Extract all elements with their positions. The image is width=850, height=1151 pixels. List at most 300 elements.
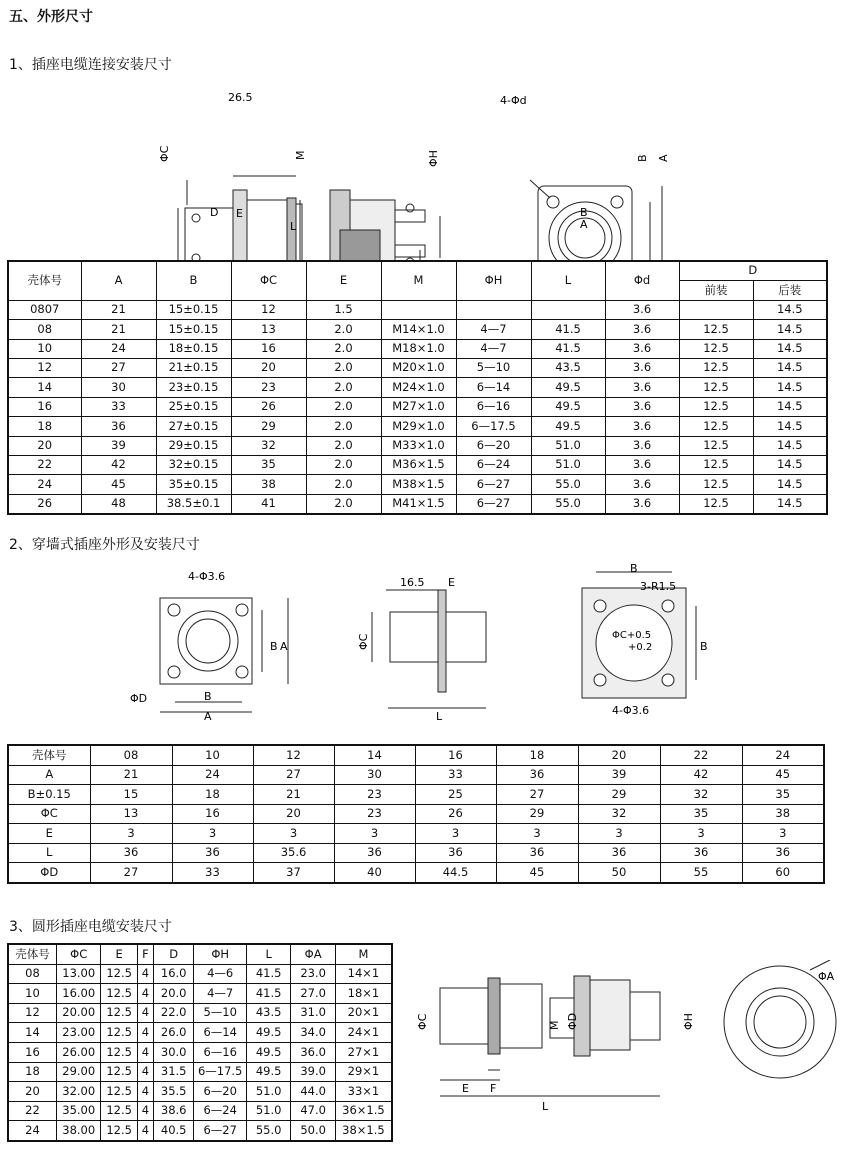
table-cell: 16 [8, 1042, 57, 1062]
table-cell: 38×1.5 [335, 1121, 392, 1141]
header-l: L [531, 261, 605, 300]
table-cell: 20 [253, 804, 334, 824]
table-cell: 30 [334, 765, 415, 785]
section-3-title: 3、圆形插座电缆安装尺寸 [9, 919, 172, 935]
table-cell: M36×1.5 [381, 455, 456, 474]
table-cell: 2.0 [306, 455, 381, 474]
table-cell: 20 [231, 358, 306, 377]
table-cell: 3.6 [605, 494, 679, 514]
table-cell: 21 [90, 765, 172, 785]
table-cell: 22.0 [153, 1003, 193, 1023]
table-cell: 20.00 [57, 1003, 101, 1023]
table-row [8, 1042, 392, 1062]
table-cell: 29 [578, 785, 660, 805]
table-cell: 33 [172, 863, 253, 883]
table-cell: 14.5 [753, 397, 827, 416]
table-cell: 14.5 [753, 300, 827, 319]
table-cell: 14 [8, 378, 81, 397]
dim-tol2-label: +0.2 [628, 642, 653, 653]
table-cell: 51.0 [531, 455, 605, 474]
table-cell: 1.5 [306, 300, 381, 319]
table-cell: 4—7 [456, 339, 531, 358]
table-cell: 39.0 [291, 1062, 335, 1082]
header-phid: Φd [605, 261, 679, 300]
table-cell: 12.5 [101, 964, 137, 984]
table-cell: 4—7 [456, 320, 531, 339]
table-cell: 4 [137, 1023, 153, 1043]
table-cell: 23 [231, 378, 306, 397]
dim-a-vert-label-2: A [280, 640, 288, 653]
table-cell: 3 [660, 824, 742, 844]
table-cell: 26.00 [57, 1042, 101, 1062]
table-cell: 36 [334, 843, 415, 863]
table-cell: 4 [137, 964, 153, 984]
table-cell: 14 [8, 1023, 57, 1043]
table-cell: 40 [334, 863, 415, 883]
table-cell: 0807 [8, 300, 81, 319]
table-cell: 22 [660, 745, 742, 765]
table-cell: 14 [334, 745, 415, 765]
table-cell: 29×1 [335, 1062, 392, 1082]
table-cell: 6—27 [456, 475, 531, 494]
table-cell: 21 [81, 320, 156, 339]
table-cell: 12.5 [679, 436, 753, 455]
table-cell: 36 [660, 843, 742, 863]
table-cell: 24 [8, 1121, 57, 1141]
table-row [8, 824, 824, 844]
table-cell: 12.5 [679, 417, 753, 436]
table-cell: 12.5 [679, 358, 753, 377]
table-cell: 41 [231, 494, 306, 514]
table-cell: 32 [578, 804, 660, 824]
table-cell: 44.0 [291, 1082, 335, 1102]
table-row [8, 984, 392, 1004]
table-header-cell: D [153, 944, 193, 964]
table-cell: 48 [81, 494, 156, 514]
table-cell: 35 [660, 804, 742, 824]
table-cell: 39 [578, 765, 660, 785]
table-cell: 45 [81, 475, 156, 494]
dim-m-label: M [294, 150, 307, 160]
table-cell: 51.0 [531, 436, 605, 455]
table-cell: 51.0 [246, 1101, 290, 1121]
table-cell: 20 [8, 1082, 57, 1102]
table-cell: M18×1.0 [381, 339, 456, 358]
table-cell: 12.5 [101, 1121, 137, 1141]
table-cell: 4 [137, 1062, 153, 1082]
table-cell: 27.0 [291, 984, 335, 1004]
table-cell: 33×1 [335, 1082, 392, 1102]
dim-26-5-label: 26.5 [228, 91, 253, 104]
table-cell: 3 [496, 824, 578, 844]
dim-e-label: E [236, 207, 243, 220]
table-cell: 14.5 [753, 417, 827, 436]
table-cell: M24×1.0 [381, 378, 456, 397]
table-row [8, 1082, 392, 1102]
header-a: A [81, 261, 156, 300]
table-row [8, 320, 827, 339]
table-cell: 16 [8, 397, 81, 416]
table-cell: 12 [253, 745, 334, 765]
table-cell: 2.0 [306, 320, 381, 339]
table-cell: 12.5 [679, 397, 753, 416]
table-cell: 41.5 [531, 320, 605, 339]
table-cell: 16 [231, 339, 306, 358]
table-cell: 33 [81, 397, 156, 416]
table-row [8, 843, 824, 863]
table-cell: 26 [415, 804, 496, 824]
table-cell: 18 [172, 785, 253, 805]
table-cell: ΦC [8, 804, 90, 824]
table-cell: 6—27 [456, 494, 531, 514]
table-cell: 27 [496, 785, 578, 805]
table-cell: 21±0.15 [156, 358, 231, 377]
table-dimensions-2 [7, 744, 825, 884]
section-1-title: 1、插座电缆连接安装尺寸 [9, 57, 172, 73]
table-cell: 35 [231, 455, 306, 474]
dim-b-label-2: B [204, 690, 212, 703]
table-cell: 38.6 [153, 1101, 193, 1121]
table-cell: 16 [415, 745, 496, 765]
header-front-mount: 前装 [679, 281, 753, 300]
dim-m-label-3: M [548, 1020, 561, 1030]
table-cell: 36 [415, 843, 496, 863]
connector-front-view [530, 180, 662, 260]
dim-d-label: D [210, 206, 219, 219]
table-cell: 39 [81, 436, 156, 455]
table-cell: 32 [660, 785, 742, 805]
table-cell: 49.5 [531, 378, 605, 397]
table-cell: 29.00 [57, 1062, 101, 1082]
table-cell: 6—20 [456, 436, 531, 455]
table-cell: 3 [172, 824, 253, 844]
table-cell: 47.0 [291, 1101, 335, 1121]
table-cell: 55.0 [531, 494, 605, 514]
table-cell: ΦD [8, 863, 90, 883]
table-cell: 50.0 [291, 1121, 335, 1141]
table-cell: 4—7 [194, 984, 247, 1004]
table-cell: 16 [172, 804, 253, 824]
table-cell: 32 [231, 436, 306, 455]
table-header-row [8, 944, 392, 964]
table-cell: 12.5 [101, 1082, 137, 1102]
table-cell: 36×1.5 [335, 1101, 392, 1121]
table-cell: 6—16 [194, 1042, 247, 1062]
table-cell: 6—17.5 [456, 417, 531, 436]
header-shell: 壳体号 [8, 261, 81, 300]
table-cell: 4 [137, 1003, 153, 1023]
table-cell: 14.5 [753, 475, 827, 494]
table-row [8, 339, 827, 358]
table-row [8, 436, 827, 455]
table-row [8, 1003, 392, 1023]
table-cell: 49.5 [246, 1042, 290, 1062]
table-cell: 6—14 [194, 1023, 247, 1043]
table-cell: 3.6 [605, 475, 679, 494]
table-cell: 36 [742, 843, 824, 863]
table-cell: 22 [8, 1101, 57, 1121]
table-cell: 12.5 [679, 494, 753, 514]
table-cell: 10 [172, 745, 253, 765]
table-cell: 4 [137, 1082, 153, 1102]
table-row [8, 475, 827, 494]
table-cell: 49.5 [531, 417, 605, 436]
header-rear-mount: 后装 [753, 281, 827, 300]
table-cell: 35.6 [253, 843, 334, 863]
table-cell: 3.6 [605, 455, 679, 474]
table-cell: 13.00 [57, 964, 101, 984]
table-row [8, 417, 827, 436]
header-phih: ΦH [456, 261, 531, 300]
table-cell: 22 [8, 455, 81, 474]
table-cell: 6—24 [456, 455, 531, 474]
table-cell: 26 [231, 397, 306, 416]
diagram-section-3 [400, 960, 850, 1120]
table-cell: 12 [231, 300, 306, 319]
dim-b-vert-label: B [636, 154, 649, 162]
table-cell: 3 [253, 824, 334, 844]
table-cell: 3.6 [605, 320, 679, 339]
table-cell: 14×1 [335, 964, 392, 984]
table-cell: 50 [578, 863, 660, 883]
table-cell: 35±0.15 [156, 475, 231, 494]
table-row [8, 1101, 392, 1121]
table-row [8, 785, 824, 805]
table-cell: 45 [496, 863, 578, 883]
table-cell: 2.0 [306, 417, 381, 436]
header-m: M [381, 261, 456, 300]
table-cell: 49.5 [246, 1062, 290, 1082]
dim-l-label-2: L [436, 710, 443, 723]
table-cell: 24 [81, 339, 156, 358]
table-cell: 08 [90, 745, 172, 765]
table-cell: 15±0.15 [156, 320, 231, 339]
table-cell: 3.6 [605, 417, 679, 436]
table-cell: 36 [496, 843, 578, 863]
table-cell: 16.0 [153, 964, 193, 984]
table-header-cell: F [137, 944, 153, 964]
table-cell: 35.00 [57, 1101, 101, 1121]
table-row [8, 358, 827, 377]
table-cell: M38×1.5 [381, 475, 456, 494]
dim-16-5-label: 16.5 [400, 576, 425, 589]
table-cell: 2.0 [306, 475, 381, 494]
table-cell: 5—10 [194, 1003, 247, 1023]
table-cell: 42 [660, 765, 742, 785]
dim-4phi36-label: 4-Φ3.6 [188, 570, 226, 583]
table-cell: 16.00 [57, 984, 101, 1004]
table-cell: M14×1.0 [381, 320, 456, 339]
table-cell: 40.5 [153, 1121, 193, 1141]
table-row [8, 1121, 392, 1141]
table-cell: 31.5 [153, 1062, 193, 1082]
table-cell: M27×1.0 [381, 397, 456, 416]
table-cell: 3 [415, 824, 496, 844]
dim-phic-label: ΦC [158, 145, 171, 162]
table-cell: 2.0 [306, 494, 381, 514]
table-cell: L [8, 843, 90, 863]
header-d: D [679, 261, 827, 281]
dim-r15-label: 3-R1.5 [640, 580, 677, 593]
table-header-cell: E [101, 944, 137, 964]
table-cell: 38.00 [57, 1121, 101, 1141]
table-cell: 41.5 [246, 964, 290, 984]
table-row [8, 1023, 392, 1043]
table-cell: 25 [415, 785, 496, 805]
table-cell: 36.0 [291, 1042, 335, 1062]
table-cell: 08 [8, 320, 81, 339]
table-cell: 14.5 [753, 339, 827, 358]
table-cell: 12.5 [101, 984, 137, 1004]
dim-4phid-label: 4-Φd [500, 94, 527, 107]
table-cell: 12.5 [679, 475, 753, 494]
dim-a-label: A [580, 218, 588, 231]
table-cell: 6—20 [194, 1082, 247, 1102]
table-cell: 45 [742, 765, 824, 785]
table-cell: 23.0 [291, 964, 335, 984]
table-cell: B±0.15 [8, 785, 90, 805]
table-cell: 36 [90, 843, 172, 863]
table-cell: 3 [578, 824, 660, 844]
table-cell: 3 [742, 824, 824, 844]
table-cell: 4 [137, 1121, 153, 1141]
table-cell: 18 [496, 745, 578, 765]
table-cell: 51.0 [246, 1082, 290, 1102]
table-cell: 14.5 [753, 436, 827, 455]
table-cell: 2.0 [306, 397, 381, 416]
table-header-cell: M [335, 944, 392, 964]
table-cell: 32±0.15 [156, 455, 231, 474]
table-cell: 3 [90, 824, 172, 844]
table-cell: 6—24 [194, 1101, 247, 1121]
table-cell: M29×1.0 [381, 417, 456, 436]
table-row [8, 300, 827, 319]
table-cell: 12.5 [679, 320, 753, 339]
table-row [8, 378, 827, 397]
table-row [8, 397, 827, 416]
page-title: 五、外形尺寸 [9, 9, 93, 25]
table-cell: 13 [231, 320, 306, 339]
table-cell: 23±0.15 [156, 378, 231, 397]
table-cell: 12.5 [101, 1062, 137, 1082]
table-cell: 壳体号 [8, 745, 90, 765]
table-cell: 13 [90, 804, 172, 824]
table-cell: 3.6 [605, 300, 679, 319]
table-cell: 29 [496, 804, 578, 824]
dim-b-label-3: B [630, 562, 638, 575]
table-cell: 12.5 [101, 1023, 137, 1043]
table-cell: 36 [172, 843, 253, 863]
dim-phia-label-3: ΦA [818, 970, 835, 983]
table-header-cell: ΦA [291, 944, 335, 964]
table-header-cell: ΦC [57, 944, 101, 964]
table-cell: 14.5 [753, 320, 827, 339]
table-cell: 35.5 [153, 1082, 193, 1102]
table-cell: 32.00 [57, 1082, 101, 1102]
table-cell: 12.5 [101, 1101, 137, 1121]
table-cell: 20 [578, 745, 660, 765]
table-cell: 26 [8, 494, 81, 514]
dim-phid-label-2: ΦD [130, 692, 148, 705]
dim-l-label-3: L [542, 1100, 549, 1113]
table-row [8, 765, 824, 785]
table-cell: 23.00 [57, 1023, 101, 1043]
table-cell: 33 [415, 765, 496, 785]
table-row [8, 863, 824, 883]
table-cell: E [8, 824, 90, 844]
table-row [8, 964, 392, 984]
table-cell: 15 [90, 785, 172, 805]
table-cell: 24 [172, 765, 253, 785]
table-cell: 38 [742, 804, 824, 824]
table-cell: 12.5 [679, 455, 753, 474]
table-dimensions-1 [7, 260, 828, 515]
table-cell: 29 [231, 417, 306, 436]
table-header-cell: L [246, 944, 290, 964]
table-cell: 27 [81, 358, 156, 377]
table-cell: 10 [8, 339, 81, 358]
header-phic: ΦC [231, 261, 306, 300]
table-cell: 3 [334, 824, 415, 844]
table-header-cell: 壳体号 [8, 944, 57, 964]
table-cell: 21 [253, 785, 334, 805]
round-connector-side-view [440, 976, 660, 1096]
table-cell: 2.0 [306, 378, 381, 397]
table-cell: 23 [334, 804, 415, 824]
table-cell: 36 [81, 417, 156, 436]
table-cell: 2.0 [306, 339, 381, 358]
header-b: B [156, 261, 231, 300]
table-cell: 55.0 [246, 1121, 290, 1141]
table-cell: 3.6 [605, 436, 679, 455]
table-cell [679, 300, 753, 319]
table-cell: 23 [334, 785, 415, 805]
table-cell: 37 [253, 863, 334, 883]
table-cell: 43.5 [246, 1003, 290, 1023]
table-cell: 27×1 [335, 1042, 392, 1062]
table-cell: 14.5 [753, 494, 827, 514]
dim-a-vert-label: A [657, 154, 670, 162]
header-e: E [306, 261, 381, 300]
table-cell: 4 [137, 1101, 153, 1121]
table-cell: 12.5 [679, 339, 753, 358]
table-cell: 27 [90, 863, 172, 883]
table-cell: 38.5±0.1 [156, 494, 231, 514]
table-cell: 6—17.5 [194, 1062, 247, 1082]
table-cell: 30.0 [153, 1042, 193, 1062]
dim-l-label: L [290, 220, 297, 233]
table-cell: 18±0.15 [156, 339, 231, 358]
table-cell: 4 [137, 984, 153, 1004]
dim-phic-tol-label: ΦC+0.5 [612, 630, 652, 641]
table-row [8, 455, 827, 474]
table-cell: 55 [660, 863, 742, 883]
flange-front-view [160, 598, 288, 712]
table-cell [456, 300, 531, 319]
table-cell: 20.0 [153, 984, 193, 1004]
table-cell: 14.5 [753, 358, 827, 377]
diagram-section-1 [0, 80, 850, 260]
cable-clamp-view [330, 190, 440, 260]
table-cell: M33×1.0 [381, 436, 456, 455]
table-cell: 24 [8, 475, 81, 494]
table-cell: 27±0.15 [156, 417, 231, 436]
dim-b-vert-label-2: B [270, 640, 278, 653]
table-header-cell: ΦH [194, 944, 247, 964]
table-cell: 35 [742, 785, 824, 805]
table-cell: 21 [81, 300, 156, 319]
dim-4phi36-label-2: 4-Φ3.6 [612, 704, 650, 717]
